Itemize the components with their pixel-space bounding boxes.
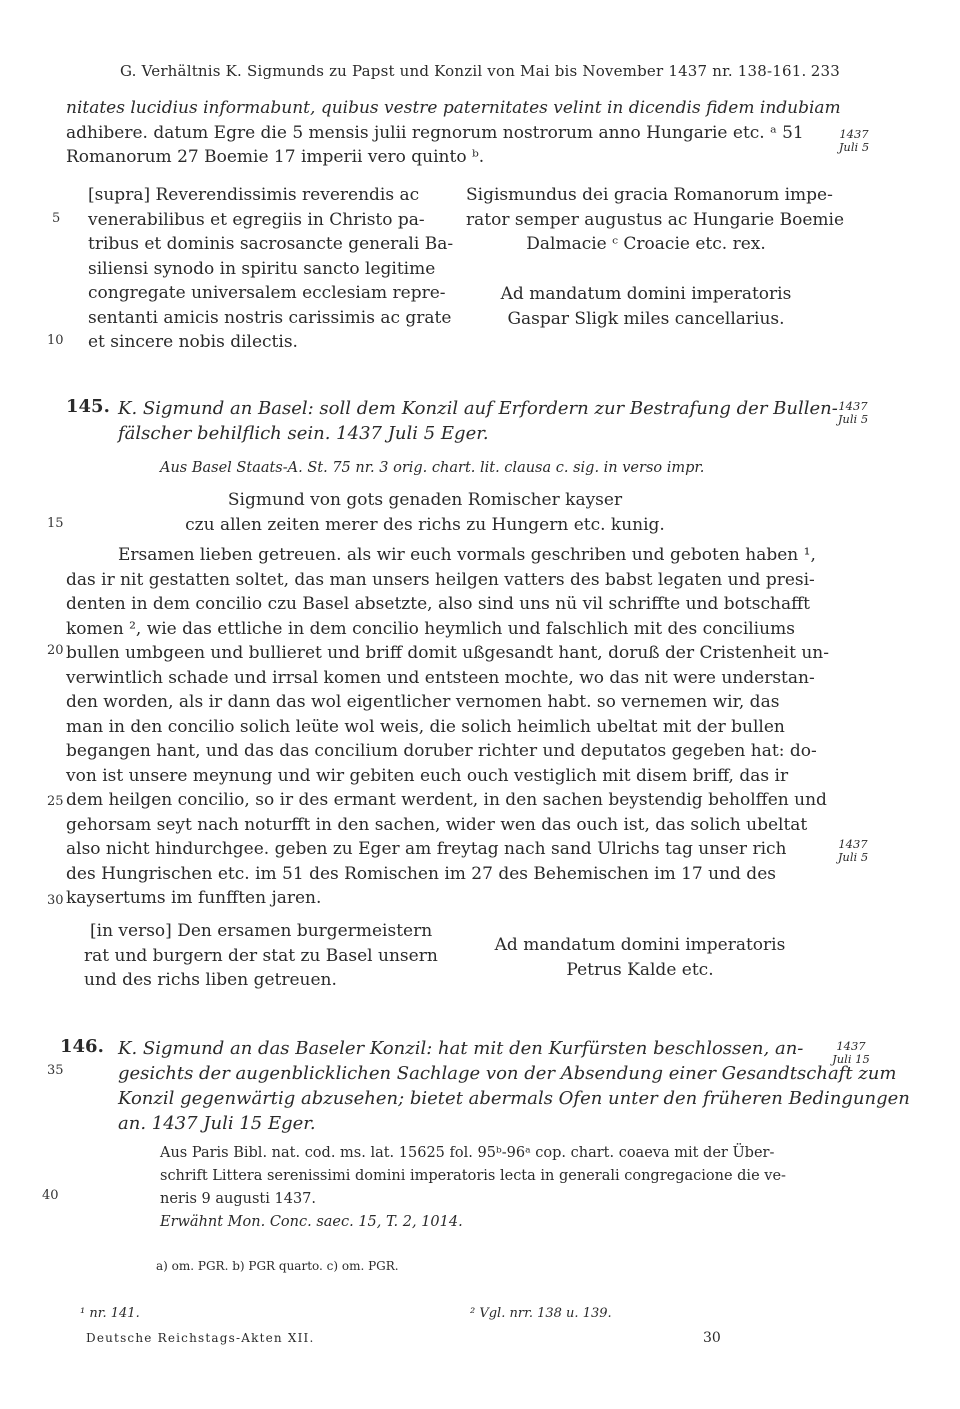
margin-date-day: Juli 5 [837,412,869,426]
doc146-number: 146. [60,1036,104,1057]
address-line: sentanti amicis nostris carissimis ac grate [88,307,452,328]
doc145-verso [84,919,438,993]
body-line: denten in dem concilio czu Basel absetzte, also sind uns nü vil schriffte und botschafft [66,594,810,614]
doc145-margin-date [830,400,876,426]
source-line: schrift Littera serenissimi domini imperatoris lecta in generali congregacione die ve- [160,1168,786,1184]
margin-date [832,128,876,154]
line-number: 15 [47,516,64,531]
doc146-title-line: an. 1437 Juli 15 Eger. [118,1113,316,1134]
intitulatio-line: rator semper augustus ac Hungarie Boemie [466,209,845,230]
sheet-signature: 30 [703,1330,721,1346]
running-title: G. Verhältnis K. Sigmunds zu Papst und Konzil von Mai bis November 1437 nr. 138-161. [120,62,807,80]
body-line: bullen umbgeen und bullieret und briff domit ußgesandt hant, doruß der Cristenheit un- [66,643,829,663]
footnote-2: ² Vgl. nrr. 138 u. 139. [470,1306,612,1321]
mandate-line: Ad mandatum domini imperatoris [494,935,786,955]
body-line: man in den concilio solich leüte wol weis, die solich heimlich ubeltat mit der bullen [66,716,785,737]
body-line: begangen hant, und das das concilium doruber richter und deputatos gegeben hat: do- [66,741,817,761]
margin-date-year: 1437 [836,1039,866,1053]
address-right-bottom [466,282,826,331]
doc145-mandate [470,933,810,982]
line-number: 20 [47,643,64,658]
margin-date-day: Juli 5 [837,850,869,864]
doc145-source: Aus Basel Staats-A. St. 75 nr. 3 orig. chart. lit. clausa c. sig. in verso impr. [160,460,705,476]
body-line: dem heilgen concilio, so ir des ermant werdent, in den sachen beystendig beholffen und [66,790,827,810]
doc145-title-line: K. Sigmund an Basel: soll dem Konzil auf Erfordern zur Bestrafung der Bullen- [118,398,838,419]
address-line: siliensi synodo in spiritu sancto legitime [88,258,436,279]
doc145-intitulatio [160,488,690,537]
verso-line: und des richs liben getreuen. [84,970,337,990]
body-line: des Hungrischen etc. im 51 des Romischen im 27 des Behemischen im 17 und des [66,863,776,884]
doc145-number: 145. [66,396,110,417]
series-title: Deutsche Reichstags-Akten XII. [86,1331,315,1345]
doc146-source [160,1142,786,1234]
doc146-title-line: K. Sigmund an das Baseler Konzil: hat mit den Kurfürsten beschlossen, an- [118,1038,804,1059]
body-line: Ersamen lieben getreuen. als wir euch vormals geschriben und geboten haben ¹, [118,545,816,565]
doc146-title [118,1036,910,1136]
body-line: komen ², wie das ettliche in dem concilio heymlich und falschlich mit des conciliums [66,618,795,639]
doc145-body-margin-date [830,838,876,864]
letter-end-line: adhibere. datum Egre die 5 mensis julii regnorum nostrorum anno Hungarie etc. ᵃ 51 [66,122,804,143]
source-line: neris 9 augusti 1437. [160,1191,317,1207]
doc145-title [118,396,838,446]
mandate-line: Ad mandatum domini imperatoris [500,284,792,304]
doc145-body [66,543,829,911]
source-line: Aus Paris Bibl. nat. cod. ms. lat. 15625 fol. 95ᵇ-96ᵃ cop. chart. coaeva mit der Über- [160,1145,775,1161]
mandate-line: Gaspar Sligk miles cancellarius. [507,308,785,329]
page-number: 233 [810,62,840,80]
letter-end-line: nitates lucidius informabunt, quibus vestre paternitates velint in dicendis fidem indubiam [66,98,841,118]
doc146-title-line: gesichts der augenblicklichen Sachlage von der Absendung einer Gesandtschaft zum [118,1063,897,1084]
address-left [88,183,453,355]
address-line: tribus et dominis sacrosancte generali Ba- [88,234,454,254]
body-line: von ist unsere meynung und wir gebiten euch ouch vestiglich mit disem briff, das ir [66,765,789,786]
line-number: 40 [42,1188,59,1203]
address-line: [supra] Reverendissimis reverendis ac [88,185,420,205]
margin-date-year: 1437 [839,127,869,141]
letter-end-line: Romanorum 27 Boemie 17 imperii vero quinto ᵇ. [66,147,485,167]
line-number: 10 [47,333,64,348]
letter-end [66,96,841,170]
address-right-top [466,183,845,257]
body-line: gehorsam seyt nach noturfft in den sachen, wider wen das ouch ist, das solich ubeltat [66,814,808,835]
margin-date-day: Juli 15 [832,1052,870,1066]
line-number: 5 [52,211,61,226]
body-line: das ir nit gestatten soltet, das man unsers heilgen vatters des babst legaten und presi- [66,569,815,590]
verso-line: rat und burgern der stat zu Basel unsern [84,945,438,966]
critical-apparatus: a) om. PGR. b) PGR quarto. c) om. PGR. [156,1259,399,1273]
verso-line: [in verso] Den ersamen burgermeistern [90,921,433,941]
address-line: et sincere nobis dilectis. [88,332,298,352]
margin-date-year: 1437 [838,837,868,851]
margin-date-year: 1437 [838,399,868,413]
mandate-line: Petrus Kalde etc. [566,959,714,980]
intitulatio-line: czu allen zeiten merer des richs zu Hungern etc. kunig. [185,514,665,535]
intitulatio-line: Dalmacie ᶜ Croacie etc. rex. [526,234,766,254]
doc146-margin-date [826,1040,876,1066]
line-number: 30 [47,893,64,908]
address-line: venerabilibus et egregiis in Christo pa- [88,209,425,230]
running-header [120,62,840,80]
margin-date-day: Juli 5 [838,140,870,154]
line-number: 25 [47,794,64,809]
intitulatio-line: Sigismundus dei gracia Romanorum impe- [466,185,833,205]
address-line: congregate universalem ecclesiam repre- [88,283,446,303]
doc145-title-line: fälscher behilflich sein. 1437 Juli 5 Eger. [118,423,489,444]
body-line: kaysertums im funfften jaren. [66,888,322,908]
doc146-title-line: Konzil gegenwärtig abzusehen; bietet abermals Ofen unter den früheren Bedingungen [118,1088,910,1109]
footnote-1: ¹ nr. 141. [80,1306,140,1321]
body-line: den worden, als ir dann das wol eigentlicher vernomen habt. so vernemen wir, das [66,692,780,712]
source-line: Erwähnt Mon. Conc. saec. 15, T. 2, 1014. [160,1214,463,1230]
body-line: also nicht hindurchgee. geben zu Eger am freytag nach sand Ulrichs tag unser rich [66,839,787,859]
body-line: verwintlich schade und irrsal komen und entsteen mochte, wo das nit were understan- [66,667,815,688]
intitulatio-line: Sigmund von gots genaden Romischer kayser [227,490,623,510]
line-number: 35 [47,1063,64,1078]
